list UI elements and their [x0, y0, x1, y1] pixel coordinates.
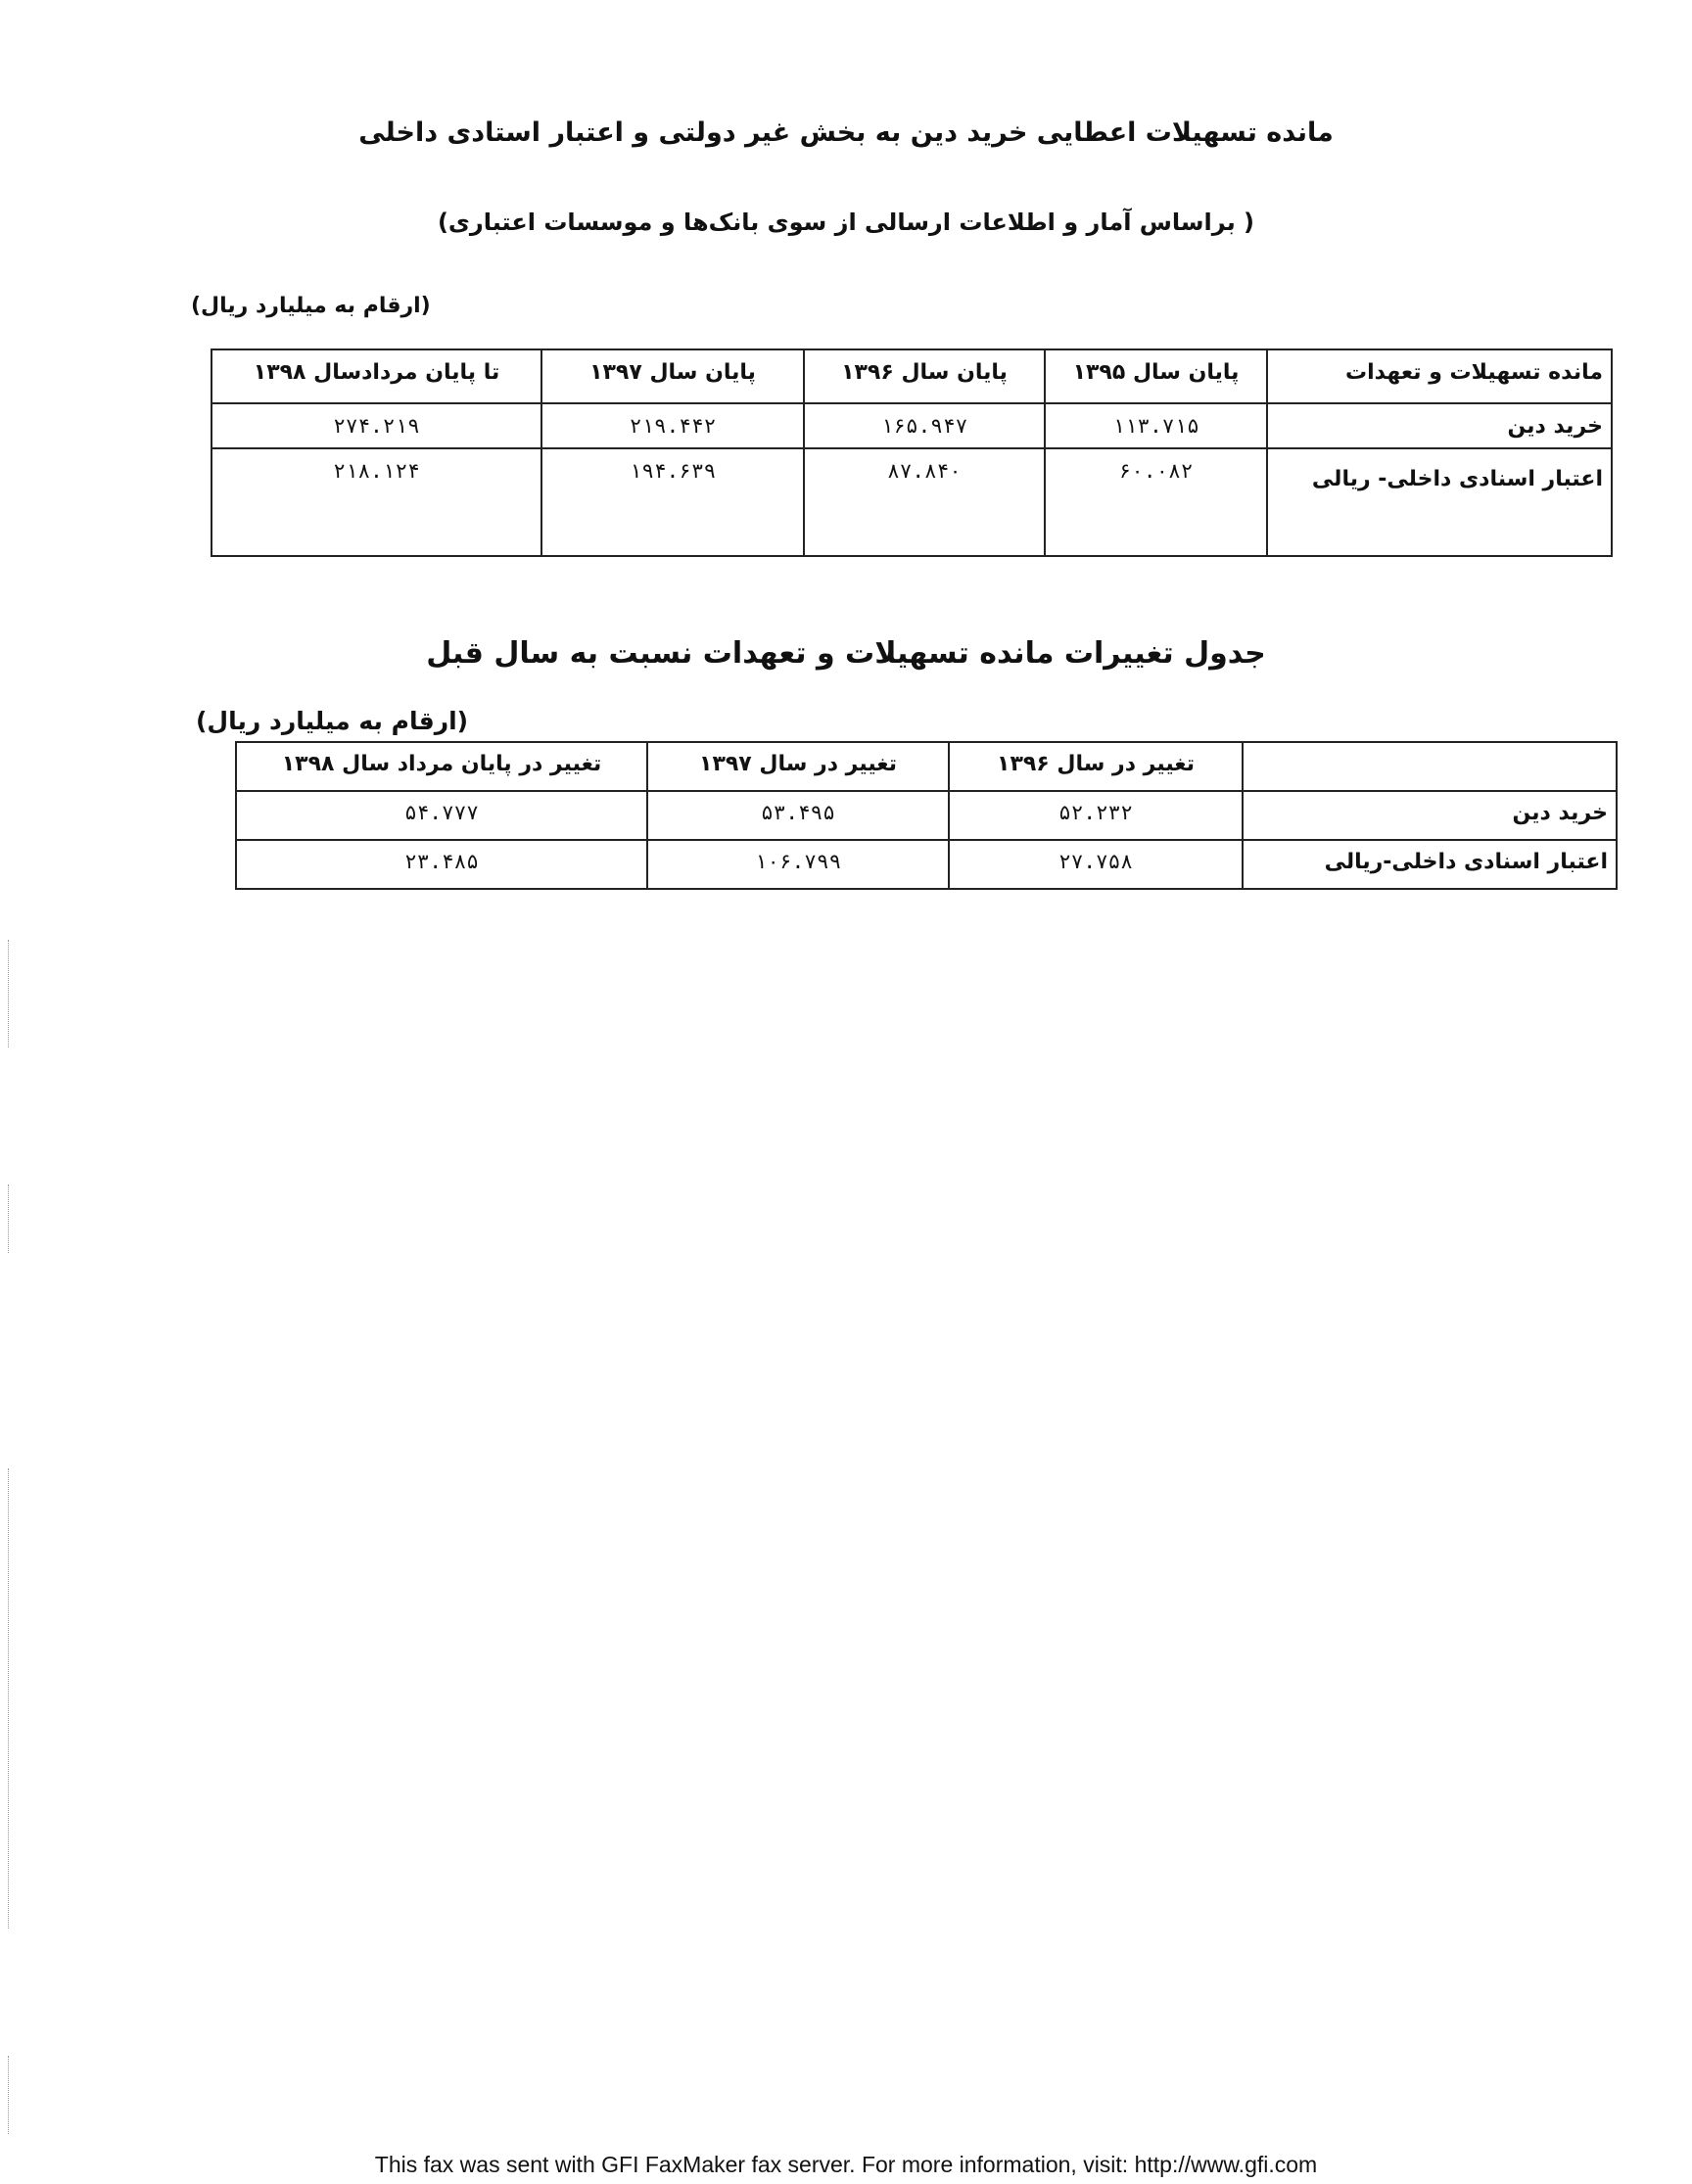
- table-cell: ۱۱۳.۷۱۵: [1045, 403, 1267, 448]
- table-header-row: [236, 742, 1617, 791]
- table-row: [236, 840, 1617, 889]
- row-label: خرید دین: [1243, 791, 1617, 840]
- document-title: مانده تسهیلات اعطایی خرید دین به بخش غیر دولتی و اعتبار استادی داخلی: [358, 117, 1334, 148]
- table-cell: ۵۴.۷۷۷: [236, 791, 647, 840]
- scan-edge-mark: [8, 2056, 9, 2134]
- column-header: تغییر در سال ۱۳۹۷: [647, 742, 949, 791]
- table-cell: ۱۰۶.۷۹۹: [647, 840, 949, 889]
- row-label: خرید دین: [1267, 403, 1612, 448]
- column-header: تا پایان مردادسال ۱۳۹۸: [212, 349, 541, 403]
- table2-unit-note: (ارقام به میلیارد ریال): [196, 707, 469, 735]
- column-header: تغییر در سال ۱۳۹۶: [949, 742, 1243, 791]
- scan-edge-mark: [8, 1468, 9, 1928]
- fax-footer: This fax was sent with GFI FaxMaker fax server. For more information, visit: http://www.gfi.com: [374, 2152, 1318, 2177]
- table-cell: ۱۶۵.۹۴۷: [804, 403, 1045, 448]
- table-cell: ۵۳.۴۹۵: [647, 791, 949, 840]
- column-header: پایان سال ۱۳۹۶: [804, 349, 1045, 403]
- table-cell: ۲۷۴.۲۱۹: [212, 403, 541, 448]
- table-cell: ۵۲.۲۳۲: [949, 791, 1243, 840]
- column-header: تغییر در پایان مرداد سال ۱۳۹۸: [236, 742, 647, 791]
- scan-edge-mark: [8, 1185, 9, 1253]
- scan-edge-mark: [8, 940, 9, 1047]
- table-row: [212, 448, 1612, 556]
- column-header: [1243, 742, 1617, 791]
- table-row: [236, 791, 1617, 840]
- column-header: پایان سال ۱۳۹۵: [1045, 349, 1267, 403]
- table-cell: ۱۹۴.۶۳۹: [541, 448, 804, 556]
- column-header: پایان سال ۱۳۹۷: [541, 349, 804, 403]
- table-header-row: [212, 349, 1612, 403]
- row-label: اعتبار اسنادی داخلی-ریالی: [1243, 840, 1617, 889]
- table-cell: ۲۱۹.۴۴۲: [541, 403, 804, 448]
- table-cell: ۲۳.۴۸۵: [236, 840, 647, 889]
- table-cell: ۲۷.۷۵۸: [949, 840, 1243, 889]
- column-header: مانده تسهیلات و تعهدات: [1267, 349, 1612, 403]
- balance-table: [211, 349, 1613, 557]
- document-subtitle: ( براساس آمار و اطلاعات ارسالی از سوی بانک‌ها و موسسات اعتباری): [437, 209, 1255, 236]
- table-cell: ۸۷.۸۴۰: [804, 448, 1045, 556]
- table-row: [212, 403, 1612, 448]
- table-cell: ۶۰.۰۸۲: [1045, 448, 1267, 556]
- table2-title: جدول تغییرات مانده تسهیلات و تعهدات نسبت به سال قبل: [426, 636, 1266, 671]
- table1-unit-note: (ارقام به میلیارد ریال): [191, 294, 431, 318]
- changes-table: [235, 741, 1618, 890]
- row-label: اعتبار اسنادی داخلی- ریالی: [1267, 448, 1612, 556]
- table-cell: ۲۱۸.۱۲۴: [212, 448, 541, 556]
